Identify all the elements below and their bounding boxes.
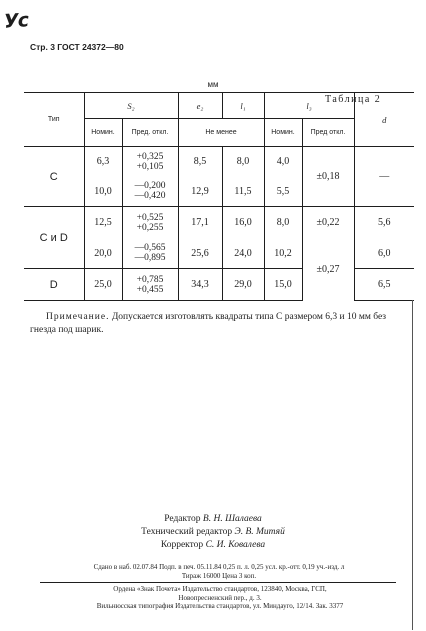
table-note: [30, 311, 400, 337]
header-s-dev: Пред. откл.: [122, 119, 178, 147]
publisher-block: [40, 585, 400, 611]
l1-cell: 11,5: [222, 177, 264, 207]
table-title: Таблица 2: [325, 94, 382, 105]
l3-nom-cell: 4,0: [264, 147, 302, 177]
header-min: Не менее: [178, 119, 264, 147]
l1-cell: 29,0: [222, 269, 264, 301]
s-dev-upper: +0,525: [136, 212, 164, 223]
publisher-line: Новопресненский пер., д. 3.: [178, 593, 262, 602]
l1-cell: 8,0: [222, 147, 264, 177]
header-l3: l₃: [264, 93, 354, 119]
d-cell: 5,6: [354, 207, 414, 239]
scan-edge-line: [412, 300, 414, 630]
type-cell: D: [24, 269, 84, 301]
note-lead: Примечание.: [46, 312, 110, 322]
s-dev-upper: +0,785: [136, 274, 164, 285]
imprint-line: Тираж 16000 Цена 3 коп.: [181, 571, 257, 580]
l3-dev-cell: ±0,18: [302, 147, 354, 207]
units-label: мм: [207, 80, 219, 89]
header-s-nom: Номин.: [84, 119, 122, 147]
publisher-line: Вильнюсская типография Издательства стандартов, ул. Миндауго, 12/14. Зак. 3377: [96, 602, 344, 610]
header-l3-nom: Номин.: [264, 119, 302, 147]
s-dev-cell: [122, 177, 178, 207]
s-dev-lower: —0,420: [134, 191, 166, 202]
s-dev-lower: +0,455: [136, 284, 164, 295]
page-header: Стр. 3 ГОСТ 24372—80: [30, 42, 124, 52]
tech-editor-line: [0, 526, 426, 539]
s-dev-lower: +0,255: [136, 222, 164, 233]
corrector-label: Корректор: [160, 540, 204, 550]
s-dev-cell: [122, 239, 178, 269]
s-nom-cell: 10,0: [84, 177, 122, 207]
s-dev-upper: +0,325: [136, 151, 164, 162]
table-row: [24, 269, 414, 301]
s-dev-cell: [122, 147, 178, 177]
s-nom-cell: 6,3: [84, 147, 122, 177]
note-text: Допускается изготовлять квадраты типа С размером 6,3 и 10 мм без гнезда под шарик.: [30, 312, 387, 335]
table-row: [24, 207, 414, 239]
s-dev-cell: [122, 207, 178, 239]
divider: [40, 582, 396, 583]
s-dev-upper: —0,565: [134, 243, 166, 254]
e-cell: 34,3: [178, 269, 222, 301]
d-cell: 6,5: [354, 269, 414, 301]
l1-cell: 24,0: [222, 239, 264, 269]
s-dev-upper: —0,200: [134, 181, 166, 192]
header-l3-dev: Пред откл.: [302, 119, 354, 147]
header-l1: l₁: [222, 93, 264, 119]
s-nom-cell: 20,0: [84, 239, 122, 269]
d-cell: —: [354, 147, 414, 207]
s-nom-cell: 25,0: [84, 269, 122, 301]
corrector-line: [0, 539, 426, 552]
e-cell: 25,6: [178, 239, 222, 269]
l3-nom-cell: 5,5: [264, 177, 302, 207]
tech-editor-label: Технический редактор: [141, 527, 233, 537]
header-type: Тип: [24, 93, 84, 147]
editors-block: [0, 513, 426, 552]
publisher-line: Ордена «Знак Почета» Издательство стандартов, 123840, Москва, ГСП,: [113, 585, 327, 593]
s-dev-lower: —0,895: [134, 253, 166, 264]
imprint-block: [34, 563, 404, 580]
header-s: S₂: [84, 93, 178, 119]
e-cell: 8,5: [178, 147, 222, 177]
handwritten-mark: Ус: [3, 9, 29, 33]
type-cell: C: [24, 147, 84, 207]
dimensions-table: [24, 92, 414, 301]
header-e: e₂: [178, 93, 222, 119]
table-row: [24, 147, 414, 177]
editor-line: [0, 513, 426, 526]
s-nom-cell: 12,5: [84, 207, 122, 239]
l3-nom-cell: 8,0: [264, 207, 302, 239]
type-cell: C и D: [24, 207, 84, 269]
editor-name: В. Н. Шалаева: [202, 514, 262, 524]
imprint-line: Сдано в наб. 02.07.84 Подп. в печ. 05.11.84 0,25 п. л. 0,25 усл. кр.-отт. 0,19 уч.-изд. л: [93, 563, 345, 571]
editor-label: Редактор: [164, 514, 201, 524]
s-dev-cell: [122, 269, 178, 301]
e-cell: 12,9: [178, 177, 222, 207]
l3-nom-cell: 10,2: [264, 239, 302, 269]
tech-editor-name: Э. В. Митяй: [234, 527, 285, 537]
header-row-1: [24, 93, 414, 119]
l3-nom-cell: 15,0: [264, 269, 302, 301]
d-cell: 6,0: [354, 239, 414, 269]
l3-dev-cell: ±0,27: [302, 239, 354, 301]
e-cell: 17,1: [178, 207, 222, 239]
s-dev-lower: +0,105: [136, 161, 164, 172]
header-d: d: [354, 93, 414, 147]
l3-dev-cell: ±0,22: [302, 207, 354, 239]
l1-cell: 16,0: [222, 207, 264, 239]
corrector-name: С. И. Ковалева: [205, 540, 266, 550]
